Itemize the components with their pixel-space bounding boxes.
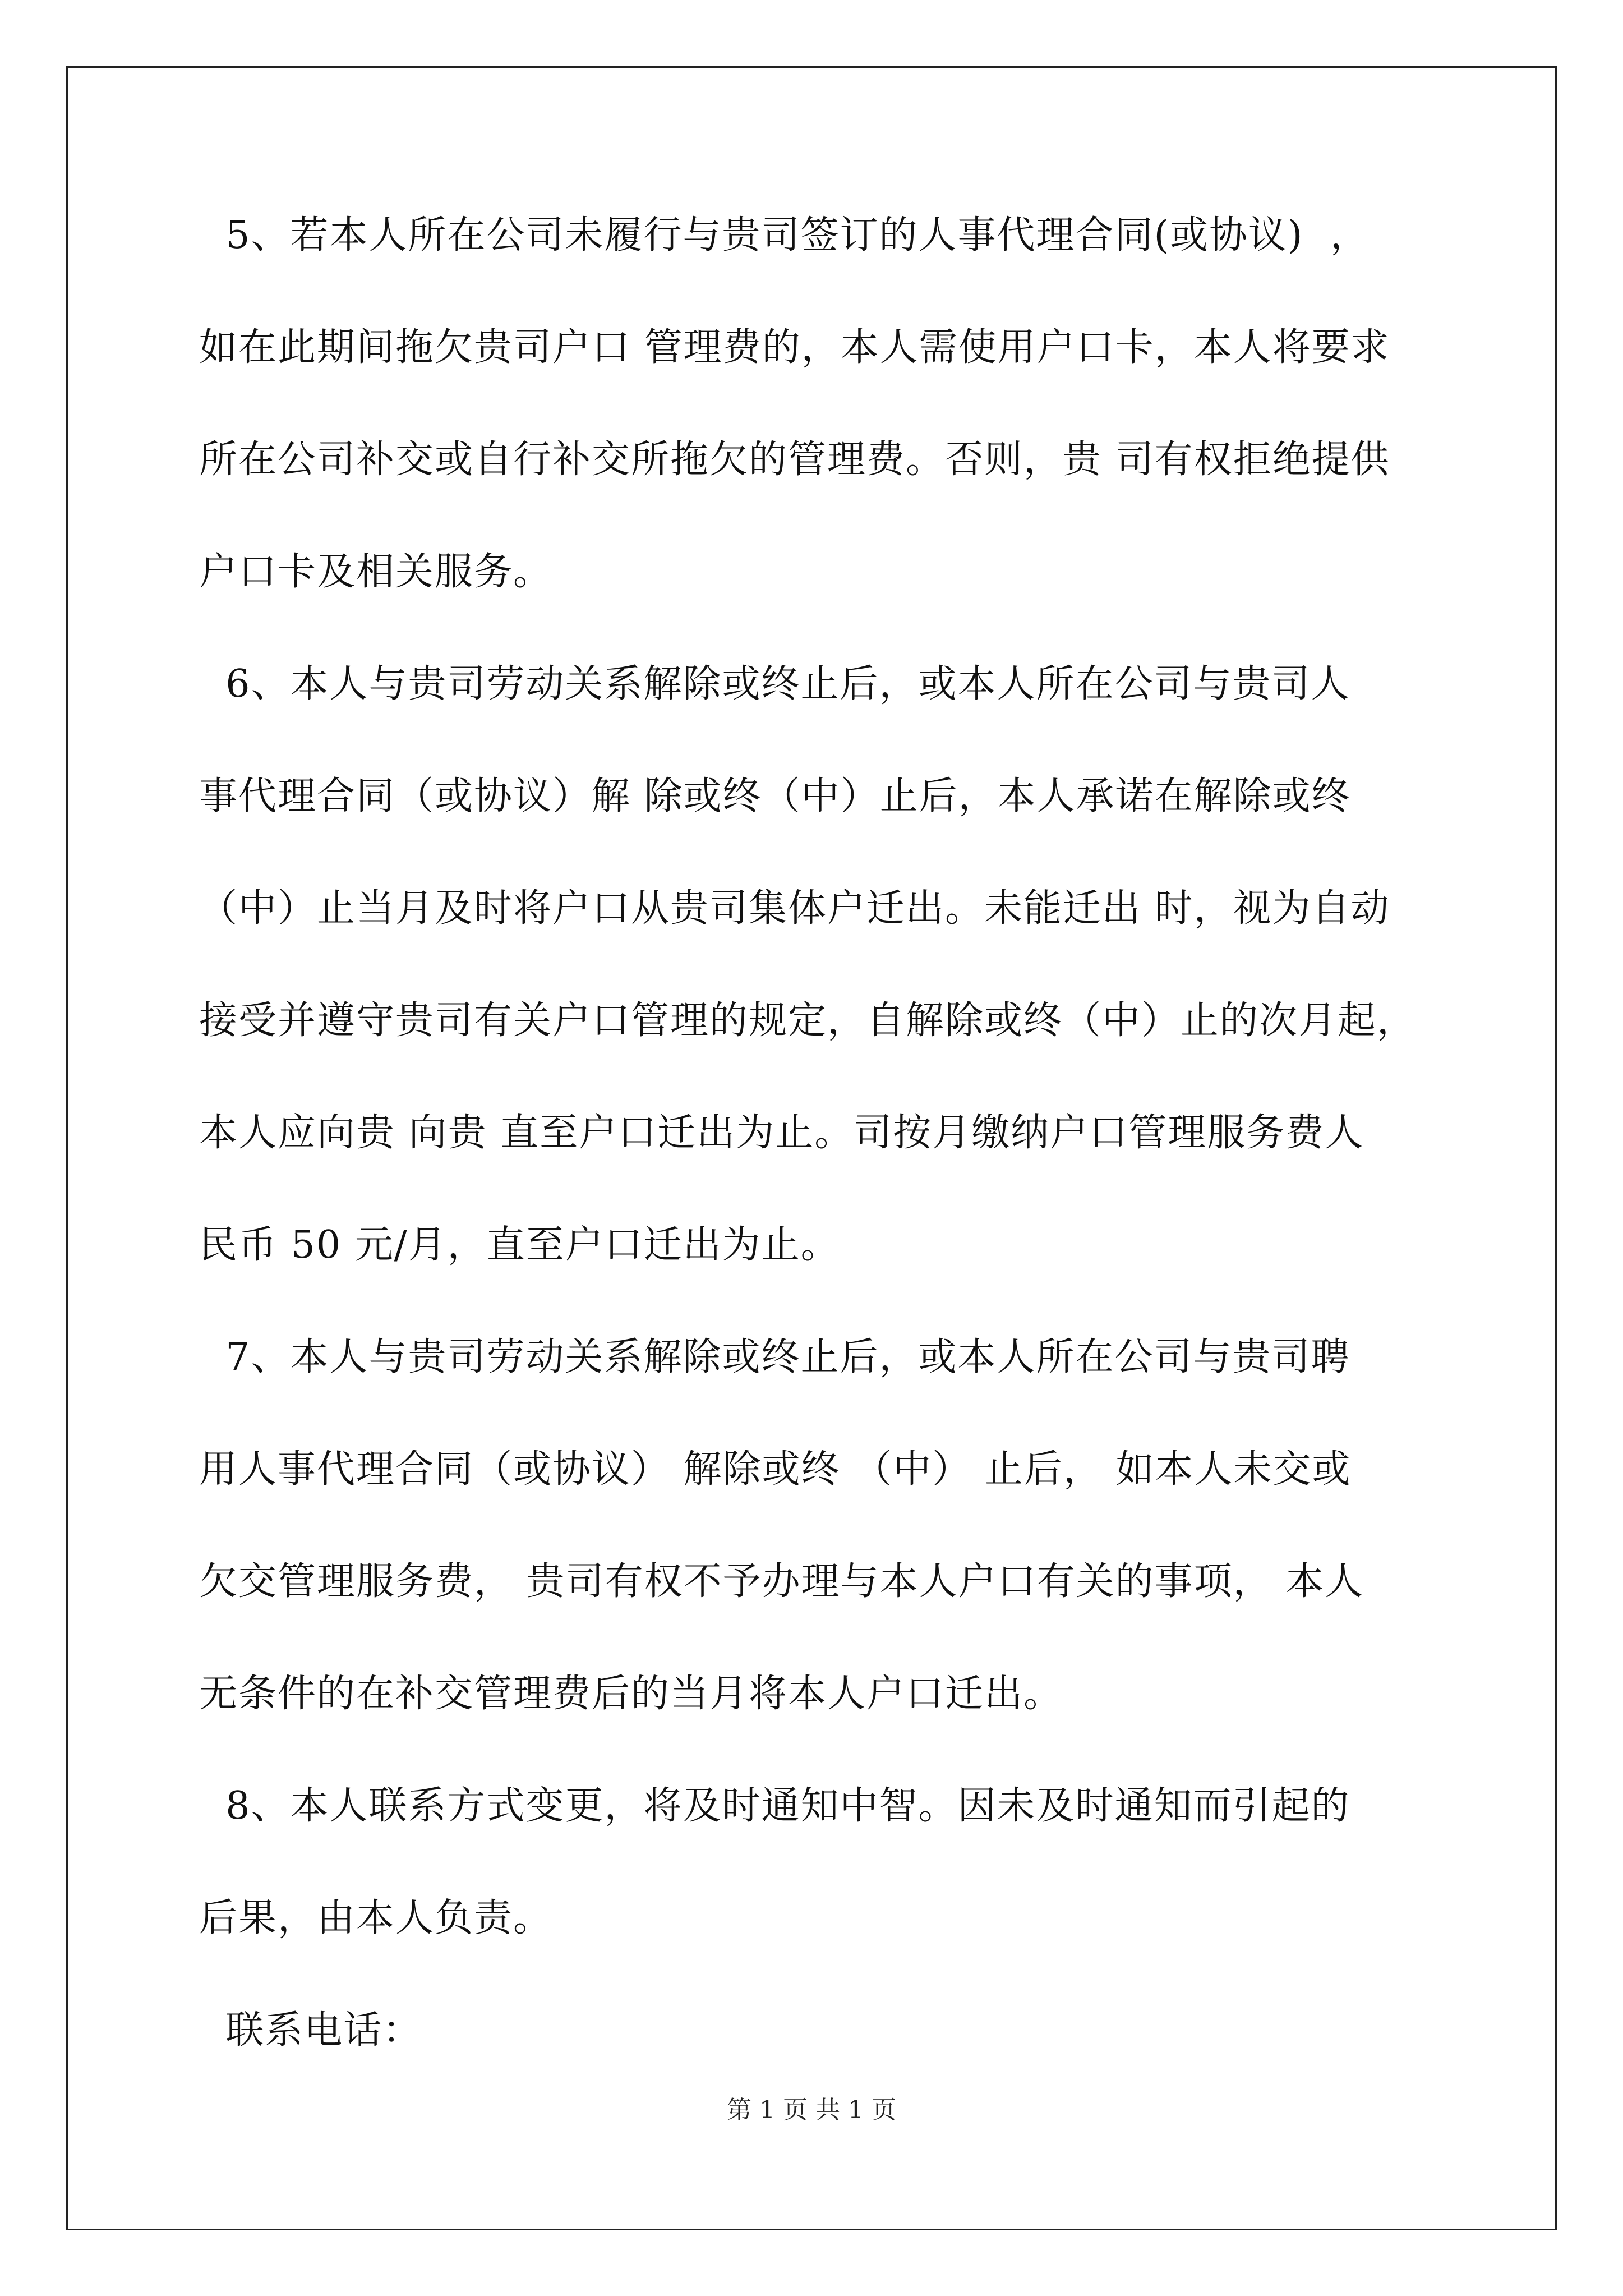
paragraph-7-line-2: 用人事代理合同（或协议） 解除或终 （中） 止后， 如本人未交或 xyxy=(199,1447,1352,1492)
paragraph-5-line-3: 所在公司补交或自行补交所拖欠的管理费。否则，贵 司有权拒绝提供 xyxy=(199,438,1390,482)
paragraph-5-line-1: 5、若本人所在公司未履行与贵司签订的人事代理合同(或协议) ， xyxy=(199,213,1370,257)
paragraph-6-line-6: 民币 50 元/月，直至户口迁出为止。 xyxy=(199,1223,840,1267)
paragraph-5-line-2: 如在此期间拖欠贵司户口 管理费的，本人需使用户口卡，本人将要求 xyxy=(199,325,1390,370)
paragraph-6-line-3: （中）止当月及时将户口从贵司集体户迁出。未能迁出 时，视为自动 xyxy=(199,886,1390,931)
paragraph-7-line-1: 7、本人与贵司劳动关系解除或终止后，或本人所在公司与贵司聘 xyxy=(199,1335,1350,1379)
paragraph-7-line-4: 无条件的在补交管理费后的当月将本人户口迁出。 xyxy=(199,1672,1063,1716)
paragraph-5-line-4: 户口卡及相关服务。 xyxy=(199,550,553,594)
paragraph-7-line-3: 欠交管理服务费， 贵司有权不予办理与本人户口有关的事项， 本人 xyxy=(199,1559,1364,1604)
paragraph-6-line-5: 本人应向贵 向贵 直至户口迁出为止。司按月缴纳户口管理服务费人 xyxy=(199,1111,1364,1155)
paragraph-8-line-1: 8、本人联系方式变更，将及时通知中智。因未及时通知而引起的 xyxy=(199,1784,1350,1828)
paragraph-6-line-4: 接受并遵守贵司有关户口管理的规定，自解除或终（中）止的次月起， xyxy=(199,999,1417,1043)
contact-phone-label: 联系电话： xyxy=(199,2008,422,2053)
paragraph-6-line-2: 事代理合同（或协议）解 除或终（中）止后，本人承诺在解除或终 xyxy=(199,774,1351,818)
paragraph-6-line-1: 6、本人与贵司劳动关系解除或终止后，或本人所在公司与贵司人 xyxy=(199,662,1350,706)
page-number-footer: 第 1 页 共 1 页 xyxy=(727,2096,896,2124)
paragraph-8-line-2: 后果，由本人负责。 xyxy=(199,1896,553,1940)
